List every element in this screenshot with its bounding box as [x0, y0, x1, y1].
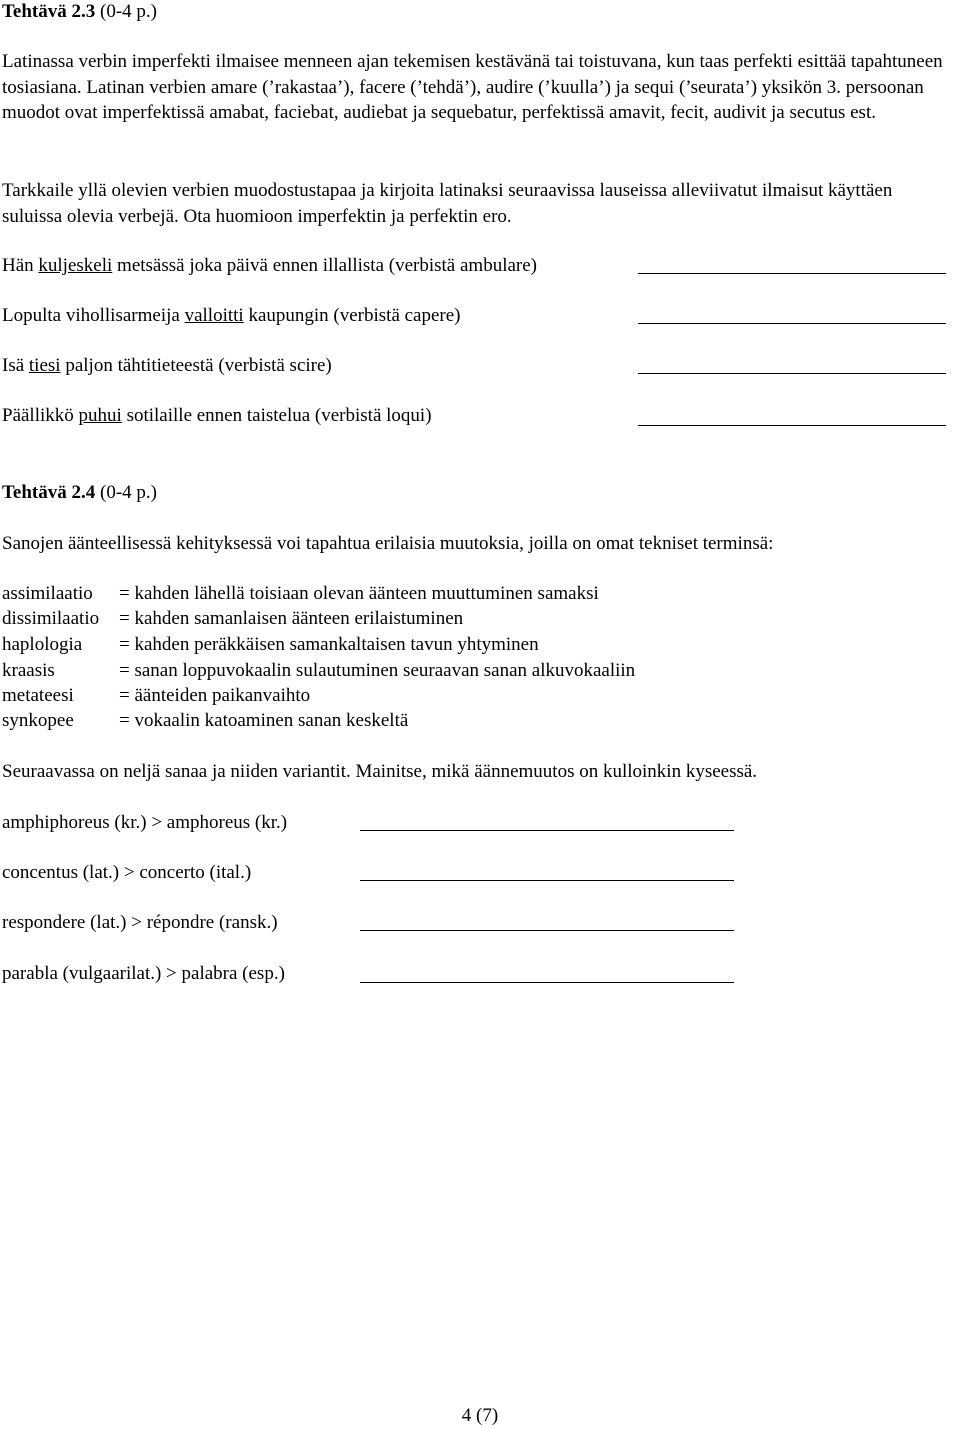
task-2-4-intro: Sanojen äänteellisessä kehityksessä voi tapahtua erilaisia muutoksia, joilla on omat tekniset terminsä:	[2, 533, 774, 554]
sentence-2-underlined: valloitti	[184, 305, 244, 326]
sentence-2-answer-blank[interactable]	[638, 323, 946, 324]
variant-4-answer-blank[interactable]	[360, 982, 734, 983]
sentence-1-before: Hän	[2, 255, 39, 276]
term-name: metateesi	[2, 685, 74, 706]
task-2-3-heading	[2, 0, 157, 25]
term-row	[2, 581, 599, 606]
sentence-4-after: sotilaille ennen taistelua (verbistä loqui)	[121, 405, 432, 426]
term-definition: = äänteiden paikanvaihto	[119, 685, 311, 706]
sentence-3-after: paljon tähtitieteestä (verbistä scire)	[60, 355, 332, 376]
task-2-3-title: Tehtävä 2.3	[2, 1, 96, 22]
term-name: kraasis	[2, 660, 55, 681]
term-name: dissimilaatio	[2, 608, 100, 629]
task-2-3-intro: Latinassa verbin imperfekti ilmaisee menneen ajan tekemisen kestävänä tai toistuvana, kun taas perfekti esittää tapahtuneen tosiasiana. Latinan verbien amare (’rakastaa’), facere (’tehdä’), audire (’kuulla’) ja sequi (’seurata’) yksikön 3. persoonan muodot ovat imperfektissä amabat, faciebat, audiebat ja sequebatur, perfektissä amavit, fecit, audivit ja secutus est.	[2, 51, 943, 123]
term-name: haplologia	[2, 634, 83, 655]
sentence-3-answer-blank[interactable]	[638, 373, 946, 374]
sentence-3	[2, 353, 332, 379]
task-2-4-title: Tehtävä 2.4	[2, 482, 96, 503]
sentence-3-underlined: tiesi	[28, 355, 61, 376]
sentence-4-before: Päällikkö	[2, 405, 79, 426]
task-2-4-points: (0-4 p.)	[95, 482, 157, 503]
task-2-3-points: (0-4 p.)	[95, 1, 157, 22]
variant-4: parabla (vulgaarilat.) > palabra (esp.)	[2, 963, 285, 984]
sentence-4-underlined: puhui	[78, 405, 122, 426]
task-2-4-heading	[2, 480, 157, 506]
variant-2-answer-blank[interactable]	[360, 880, 734, 881]
sentence-1	[2, 253, 537, 279]
page-number: 4 (7)	[461, 1405, 499, 1426]
sentence-1-after: metsässä joka päivä ennen illallista (verbistä ambulare)	[112, 255, 538, 276]
term-row	[2, 683, 310, 708]
sentence-2	[2, 303, 461, 329]
term-definition: = sanan loppuvokaalin sulautuminen seuraavan sanan alkuvokaaliin	[119, 660, 636, 681]
sentence-2-before: Lopulta vihollisarmeija	[2, 305, 185, 326]
sentence-1-underlined: kuljeskeli	[38, 255, 113, 276]
term-name: assimilaatio	[2, 583, 93, 604]
task-2-4-instruction: Seuraavassa on neljä sanaa ja niiden variantit. Mainitse, mikä äännemuutos on kulloinkin kyseessä.	[2, 761, 758, 782]
term-definition: = kahden peräkkäisen samankaltaisen tavun yhtyminen	[119, 634, 539, 655]
term-definition: = kahden lähellä toisiaan olevan äänteen muuttuminen samaksi	[119, 583, 599, 604]
variant-1: amphiphoreus (kr.) > amphoreus (kr.)	[2, 812, 288, 833]
task-2-3-instruction: Tarkkaile yllä olevien verbien muodostustapaa ja kirjoita latinaksi seuraavissa lauseissa alleviivatut ilmaisut käyttäen suluissa olevia verbejä. Ota huomioon imperfektin ja perfektin ero.	[2, 180, 893, 227]
sentence-3-before: Isä	[2, 355, 29, 376]
term-name: synkopee	[2, 710, 74, 731]
variant-3-answer-blank[interactable]	[360, 930, 734, 931]
sentence-2-after: kaupungin (verbistä capere)	[243, 305, 461, 326]
sentence-4-answer-blank[interactable]	[638, 425, 946, 426]
variant-2: concentus (lat.) > concerto (ital.)	[2, 862, 252, 883]
variant-1-answer-blank[interactable]	[360, 830, 734, 831]
term-row	[2, 632, 539, 657]
term-row	[2, 708, 408, 733]
variant-3: respondere (lat.) > répondre (ransk.)	[2, 912, 278, 933]
term-row	[2, 658, 635, 683]
sentence-1-answer-blank[interactable]	[638, 273, 946, 274]
sentence-4	[2, 403, 432, 429]
term-row	[2, 606, 463, 631]
term-definition: = kahden samanlaisen äänteen erilaistuminen	[119, 608, 464, 629]
term-definition: = vokaalin katoaminen sanan keskeltä	[119, 710, 409, 731]
